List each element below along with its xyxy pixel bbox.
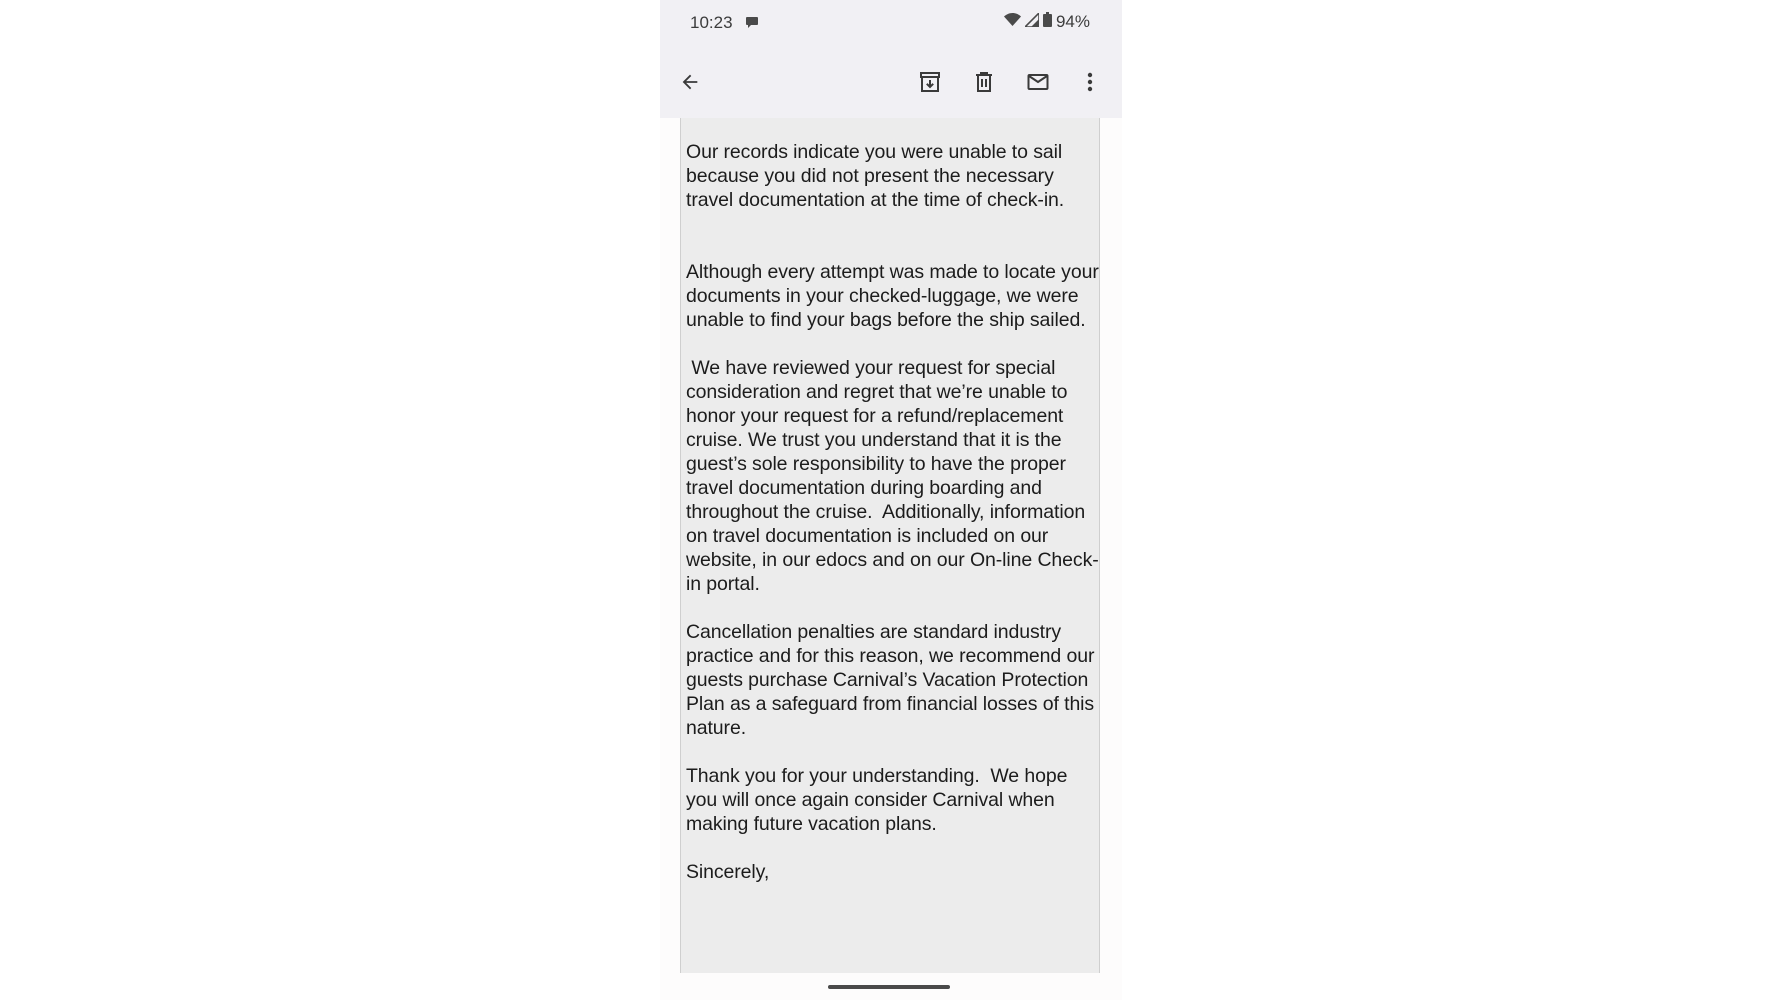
back-button[interactable]: [670, 62, 710, 102]
battery-icon: [1043, 12, 1052, 32]
chat-bubble-icon: [745, 15, 759, 35]
email-paragraph: We have reviewed your request for special consideration and regret that we’re unable to honor your request for a refund/replacement cruise. We trust you understand that it is the guest’s sole responsibility to have the proper travel documentation during boarding and throughout the cruise. Additionally, information on travel documentation is included on our website, in our edocs and on our On-line Check-in portal.: [686, 357, 1099, 595]
email-paragraph: Cancellation penalties are standard industry practice and for this reason, we recommend our guests purchase Carnival’s Vacation Protection Plan as a safeguard from financial losses of this nature.: [686, 621, 1100, 739]
status-time: 10:23: [690, 13, 733, 32]
email-paragraph: Thank you for your understanding. We hope you will once again consider Carnival when making future vacation plans.: [686, 765, 1073, 835]
archive-icon: [918, 70, 942, 94]
email-paragraph: Our records indicate you were unable to sail because you did not present the necessary travel documentation at the time of check-in.: [686, 141, 1068, 211]
signal-icon: [1025, 12, 1039, 32]
email-paragraph: Although every attempt was made to locate your documents in your checked-luggage, we were unable to find your bags before the ship sailed.: [686, 261, 1105, 331]
more-vert-icon: [1087, 72, 1093, 92]
back-arrow-icon: [679, 71, 701, 93]
email-signoff: Sincerely,: [686, 861, 770, 883]
archive-button[interactable]: [910, 62, 950, 102]
email-body: [680, 118, 1105, 973]
mail-icon: [1026, 70, 1050, 94]
more-options-button[interactable]: [1070, 62, 1110, 102]
trash-icon: [972, 70, 996, 94]
email-toolbar: [660, 46, 1122, 118]
home-gesture-bar[interactable]: [828, 985, 950, 989]
delete-button[interactable]: [964, 62, 1004, 102]
wifi-icon: [1004, 12, 1021, 32]
battery-percent: 94%: [1055, 12, 1090, 31]
status-bar: [660, 0, 1122, 46]
mark-unread-button[interactable]: [1018, 62, 1058, 102]
phone-screen: [660, 0, 1122, 1000]
